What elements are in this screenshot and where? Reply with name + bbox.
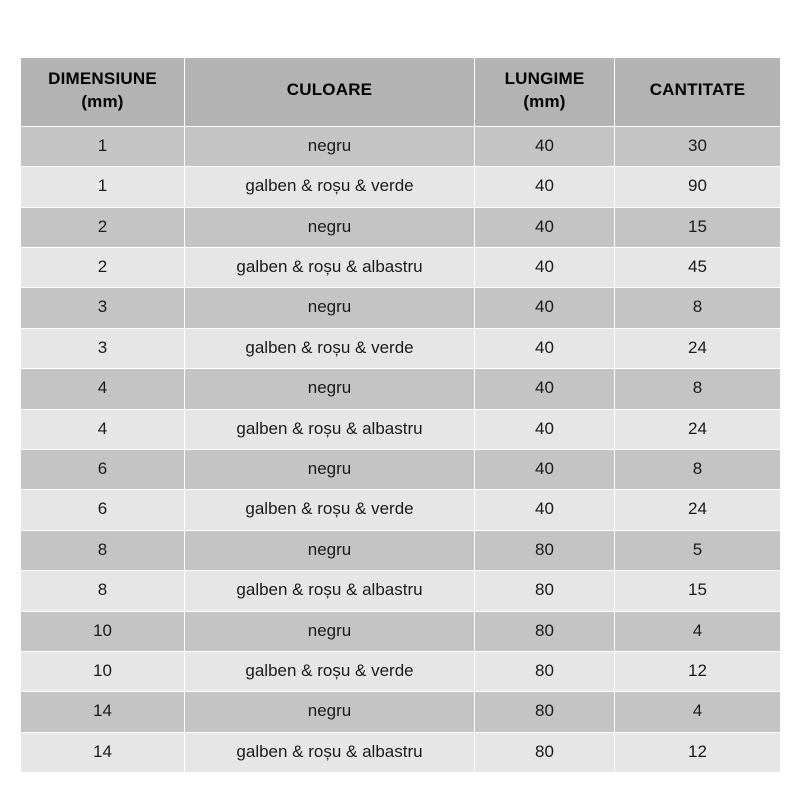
cell-lungime: 40 bbox=[475, 248, 615, 288]
cell-dimensiune: 3 bbox=[21, 328, 185, 368]
cell-dimensiune: 10 bbox=[21, 651, 185, 691]
table-row bbox=[21, 530, 781, 570]
cell-culoare: negru bbox=[185, 369, 475, 409]
column-header-dimensiune-label: DIMENSIUNE bbox=[48, 69, 157, 88]
cell-dimensiune: 14 bbox=[21, 732, 185, 772]
cell-cantitate: 4 bbox=[615, 692, 781, 732]
column-header-lungime-label: LUNGIME bbox=[504, 69, 585, 88]
column-header-lungime-unit: (mm) bbox=[523, 91, 566, 111]
cell-culoare: galben & roșu & verde bbox=[185, 328, 475, 368]
spec-table-container bbox=[20, 57, 780, 773]
table-row bbox=[21, 167, 781, 207]
cell-lungime: 80 bbox=[475, 530, 615, 570]
table-row bbox=[21, 692, 781, 732]
cell-lungime: 40 bbox=[475, 409, 615, 449]
column-header-lungime bbox=[475, 58, 615, 127]
cell-culoare: negru bbox=[185, 692, 475, 732]
cell-dimensiune: 6 bbox=[21, 490, 185, 530]
cell-culoare: galben & roșu & verde bbox=[185, 167, 475, 207]
cell-cantitate: 90 bbox=[615, 167, 781, 207]
cell-cantitate: 24 bbox=[615, 490, 781, 530]
cell-lungime: 40 bbox=[475, 288, 615, 328]
cell-culoare: galben & roșu & verde bbox=[185, 490, 475, 530]
cell-cantitate: 24 bbox=[615, 328, 781, 368]
spec-table bbox=[20, 57, 781, 773]
cell-culoare: negru bbox=[185, 450, 475, 490]
cell-dimensiune: 10 bbox=[21, 611, 185, 651]
column-header-culoare bbox=[185, 58, 475, 127]
cell-dimensiune: 2 bbox=[21, 207, 185, 247]
cell-dimensiune: 2 bbox=[21, 248, 185, 288]
cell-cantitate: 15 bbox=[615, 571, 781, 611]
column-header-dimensiune bbox=[21, 58, 185, 127]
cell-cantitate: 45 bbox=[615, 248, 781, 288]
table-row bbox=[21, 490, 781, 530]
cell-lungime: 40 bbox=[475, 369, 615, 409]
cell-culoare: negru bbox=[185, 207, 475, 247]
table-row bbox=[21, 651, 781, 691]
cell-cantitate: 8 bbox=[615, 288, 781, 328]
table-row bbox=[21, 248, 781, 288]
cell-dimensiune: 1 bbox=[21, 126, 185, 166]
cell-lungime: 80 bbox=[475, 651, 615, 691]
table-row bbox=[21, 571, 781, 611]
cell-lungime: 80 bbox=[475, 732, 615, 772]
cell-cantitate: 12 bbox=[615, 732, 781, 772]
cell-culoare: galben & roșu & albastru bbox=[185, 248, 475, 288]
cell-culoare: galben & roșu & albastru bbox=[185, 732, 475, 772]
table-row bbox=[21, 126, 781, 166]
cell-culoare: negru bbox=[185, 288, 475, 328]
table-header bbox=[21, 58, 781, 127]
cell-culoare: galben & roșu & albastru bbox=[185, 571, 475, 611]
cell-lungime: 80 bbox=[475, 611, 615, 651]
column-header-cantitate bbox=[615, 58, 781, 127]
cell-lungime: 80 bbox=[475, 692, 615, 732]
table-row bbox=[21, 732, 781, 772]
cell-lungime: 40 bbox=[475, 167, 615, 207]
cell-cantitate: 5 bbox=[615, 530, 781, 570]
table-row bbox=[21, 207, 781, 247]
cell-culoare: negru bbox=[185, 611, 475, 651]
cell-cantitate: 24 bbox=[615, 409, 781, 449]
table-row bbox=[21, 288, 781, 328]
cell-lungime: 80 bbox=[475, 571, 615, 611]
cell-lungime: 40 bbox=[475, 490, 615, 530]
cell-cantitate: 8 bbox=[615, 369, 781, 409]
cell-lungime: 40 bbox=[475, 450, 615, 490]
cell-culoare: negru bbox=[185, 530, 475, 570]
cell-lungime: 40 bbox=[475, 126, 615, 166]
column-header-dimensiune-unit: (mm) bbox=[81, 91, 124, 111]
table-body bbox=[21, 126, 781, 772]
cell-cantitate: 15 bbox=[615, 207, 781, 247]
table-row bbox=[21, 450, 781, 490]
cell-dimensiune: 8 bbox=[21, 571, 185, 611]
cell-cantitate: 12 bbox=[615, 651, 781, 691]
cell-dimensiune: 1 bbox=[21, 167, 185, 207]
table-row bbox=[21, 328, 781, 368]
cell-cantitate: 4 bbox=[615, 611, 781, 651]
cell-dimensiune: 14 bbox=[21, 692, 185, 732]
column-header-culoare-label: CULOARE bbox=[286, 80, 373, 100]
cell-lungime: 40 bbox=[475, 328, 615, 368]
table-row bbox=[21, 409, 781, 449]
cell-culoare: galben & roșu & albastru bbox=[185, 409, 475, 449]
column-header-cantitate-label: CANTITATE bbox=[649, 80, 746, 100]
cell-dimensiune: 3 bbox=[21, 288, 185, 328]
cell-cantitate: 8 bbox=[615, 450, 781, 490]
cell-dimensiune: 8 bbox=[21, 530, 185, 570]
table-row bbox=[21, 611, 781, 651]
cell-lungime: 40 bbox=[475, 207, 615, 247]
cell-dimensiune: 4 bbox=[21, 409, 185, 449]
cell-dimensiune: 4 bbox=[21, 369, 185, 409]
cell-culoare: negru bbox=[185, 126, 475, 166]
table-row bbox=[21, 369, 781, 409]
cell-cantitate: 30 bbox=[615, 126, 781, 166]
cell-dimensiune: 6 bbox=[21, 450, 185, 490]
cell-culoare: galben & roșu & verde bbox=[185, 651, 475, 691]
table-header-row bbox=[21, 58, 781, 127]
